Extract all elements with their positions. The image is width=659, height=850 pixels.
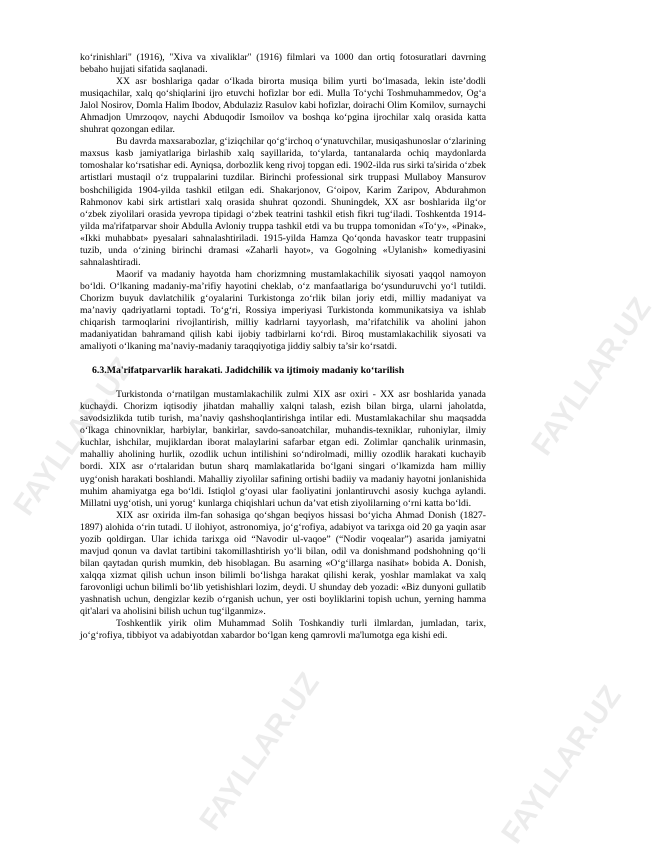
document-page	[80, 52, 486, 642]
paragraph-toshkandiy: Toshkentlik yirik olim Muhammad Solih Toshkandiy turli ilmlardan, jumladan, tarix, jo‘g‘rofiya, tibbiyot va adabiyotdan xabardor bo‘lgan keng qamrovli ma'lumotga ega kishi edi.	[80, 618, 486, 642]
paragraph-continuation: ko‘rinishlari" (1916), "Xiva va xivaliklar" (1916) filmlari va 1000 dan ortiq fotosuratlari davrning bebaho hujjati sifatida saqlanadi.	[80, 52, 486, 76]
paragraph-theatre-circus: Bu davrda maxsarabozlar, g‘iziqchilar qo‘g‘irchoq o‘ynatuvchilar, musiqashunoslar o‘zlarining maxsus kasb jamiyatlariga birlashib xalq sayillarida, to‘ylarda, tantanalarda ochiq maydonlarda tomoshalar ko‘rsatishar edi. Ayniqsa, dorbozlik keng rivoj topgan edi. 1902-ilda rus sirki ta'sirida o‘zbek artistlari mustaqil o‘z truppalarini tuzdilar. Birinchi professional sirk truppasi Mullaboy Mansurov boshchiligida 1904-yilda tashkil etilgan edi. Shakarjonov, G‘oipov, Karim Zaripov, Abdurahmon Rahmonov kabi sirk artistlari xalq orasida shuhrat qozondi. Shuningdek, XX asr boshlarida ilg‘or o‘zbek ziyolilari orasida yevropa tipidagi o‘zbek teatrini tashkil etish fikri tug‘iladi. Toshkentda 1914-yilda ma'rifatparvar shoir Abdulla Avloniy truppa tashkil etdi va bu truppa tomonidan «To‘y», «Pinak», «Ikki muhabbat» pyesalari sahnalashtiriladi. 1915-yilda Hamza Qo‘qonda havaskor teatr truppasini tuzib, unda o‘zining birinchi dramasi «Zaharli hayot», va Gogolning «Uylanish» komediyasini sahnalashtiradi.	[80, 136, 486, 268]
watermark: FAYLLAR.UZ	[525, 291, 658, 462]
watermark: FAYLLAR.UZ	[7, 351, 140, 522]
paragraph-ahmad-donish: XIX asr oxirida ilm-fan sohasiga qo‘shgan beqiyos hissasi bo‘yicha Ahmad Donish (1827-1897) alohida o‘rin tutadi. U ilohiyot, astronomiya, jo‘g‘rofiya, adabiyot va tarixga oid 20 ga yaqin asar yozib qoldirgan. Ular ichida tarixga oid “Navodir ul-vaqoe” (“Nodir voqealar”) asarida jamiyatni mavjud qonun va davlat tartibini takomillashtirish yo‘li bilan, odil va donishmand podshohning qo‘li bilan qaytadan qurish mumkin, deb hisoblagan. Bu asarning «O‘g‘illarga nasihat» bobida A. Donish, xalqqa xizmat qilish uchun inson bilimli bo‘lishga harakat qilishi kerak, yoshlar mamlakat va xalq farovonligi uchun bilimli bo‘lib yetishishlari lozim, deydi. U shunday deb yozadi: «Biz dunyoni gullatib yashnatish uchun, dengizlar kezib o‘rganish uchun, yer osti boyliklarini topish uchun, yerning hamma qit'alari va aholisini bilish uchun tug‘ilganmiz».	[80, 509, 486, 618]
watermark: FAYLLAR.UZ	[495, 679, 628, 850]
section-heading: 6.3.Ma'rifatparvarlik harakati. Jadidchilik va ijtimoiy madaniy ko‘tarilish	[92, 365, 405, 377]
paragraph-colonial-policy: Maorif va madaniy hayotda ham chorizmning mustamlakachilik siyosati yaqqol namoyon bo‘ldi. O‘lkaning madaniy-ma’rifiy hayotini cheklab, o‘z manfaatlariga bo‘ysunduruvchi yo‘l tutildi. Chorizm buyuk davlatchilik g‘oyalarini Turkistonga zo‘rlik bilan joriy etdi, milliy madaniyat va ma’naviy qadriyatlarni toptadi. To‘g‘ri, Rossiya imperiyasi Turkistonda kommunikatsiya va ishlab chiqarish tarmoqlarini rivojlantirish, milliy kadrlarni tayyorlash, ma’rifatchilik va aholini jahon madaniyatidan bahramand qilish kabi ijobiy tadbirlarni ko‘rdi. Biroq mustamlakachilik siyosati va amaliyoti o‘lkaning ma’naviy-madaniy taraqqiyotiga jiddiy salbiy ta’sir ko‘rsatdi.	[80, 268, 486, 353]
watermark: FAYLLAR.UZ	[193, 666, 326, 837]
paragraph-musicians: XX asr boshlariga qadar o‘lkada birorta musiqa bilim yurti bo‘lmasada, lekin iste’dodli musiqachilar, xalq qo‘shiqlarini ijro etuvchi hofizlar bor edi. Mulla To‘ychi Toshmuhammedov, Og‘a Jalol Nosirov, Domla Halim Ibodov, Abdulaziz Rasulov kabi hofizlar, doirachi Olim Komilov, surnaychi Ahmadjon Umrzoqov, naychi Abduqodir Ismoilov va boshqa ko‘pgina ijrochilar xalq orasida katta shuhrat qozongan edilar.	[80, 76, 486, 136]
paragraph-national-awakening: Turkistonda o‘rnatilgan mustamlakachilik zulmi XIX asr oxiri - XX asr boshlarida yanada kuchaydi. Chorizm iqtisodiy jihatdan mahalliy xalqni talash, ezish bilan birga, ularni jaholatda, savodsizlikda tutib turish, ma’naviy qashshoqlantirishga intilar edi. Mustamlakachilar shu maqsadda o‘lkaga chinovniklar, harbiylar, bankirlar, savdo-sanoatchilar, muhandis-texniklar, ruhoniylar, ilmiy kuchlar, ishchilar, mujiklardan iborat malaylarini safarbar etgan edi. Zolimlar qanchalik urinmasin, mahalliy aholining hurlik, ozodlik uchun intilishini so‘ndirolmadi, milliy ozodlik harakati kuchayib bordi. XIX asr o‘rtalaridan butun sharq mamlakatlarida bo‘lgani singari o‘lkamizda ham milliy uyg‘onish harakati boshlandi. Mahalliy ziyolilar safining ortishi badiiy va madaniy hayotni jonlanishida muhim ahamiyatga ega bo‘ldi. Istiqlol g‘oyasi ular faoliyatini jonlantiruvchi asosiy kuchga aylandi. Millatni uyg‘otish, uni yorug‘ kunlarga chiqishlari uchun da’vat etish ziyolilarning o‘rni katta bo‘ldi.	[80, 389, 486, 509]
